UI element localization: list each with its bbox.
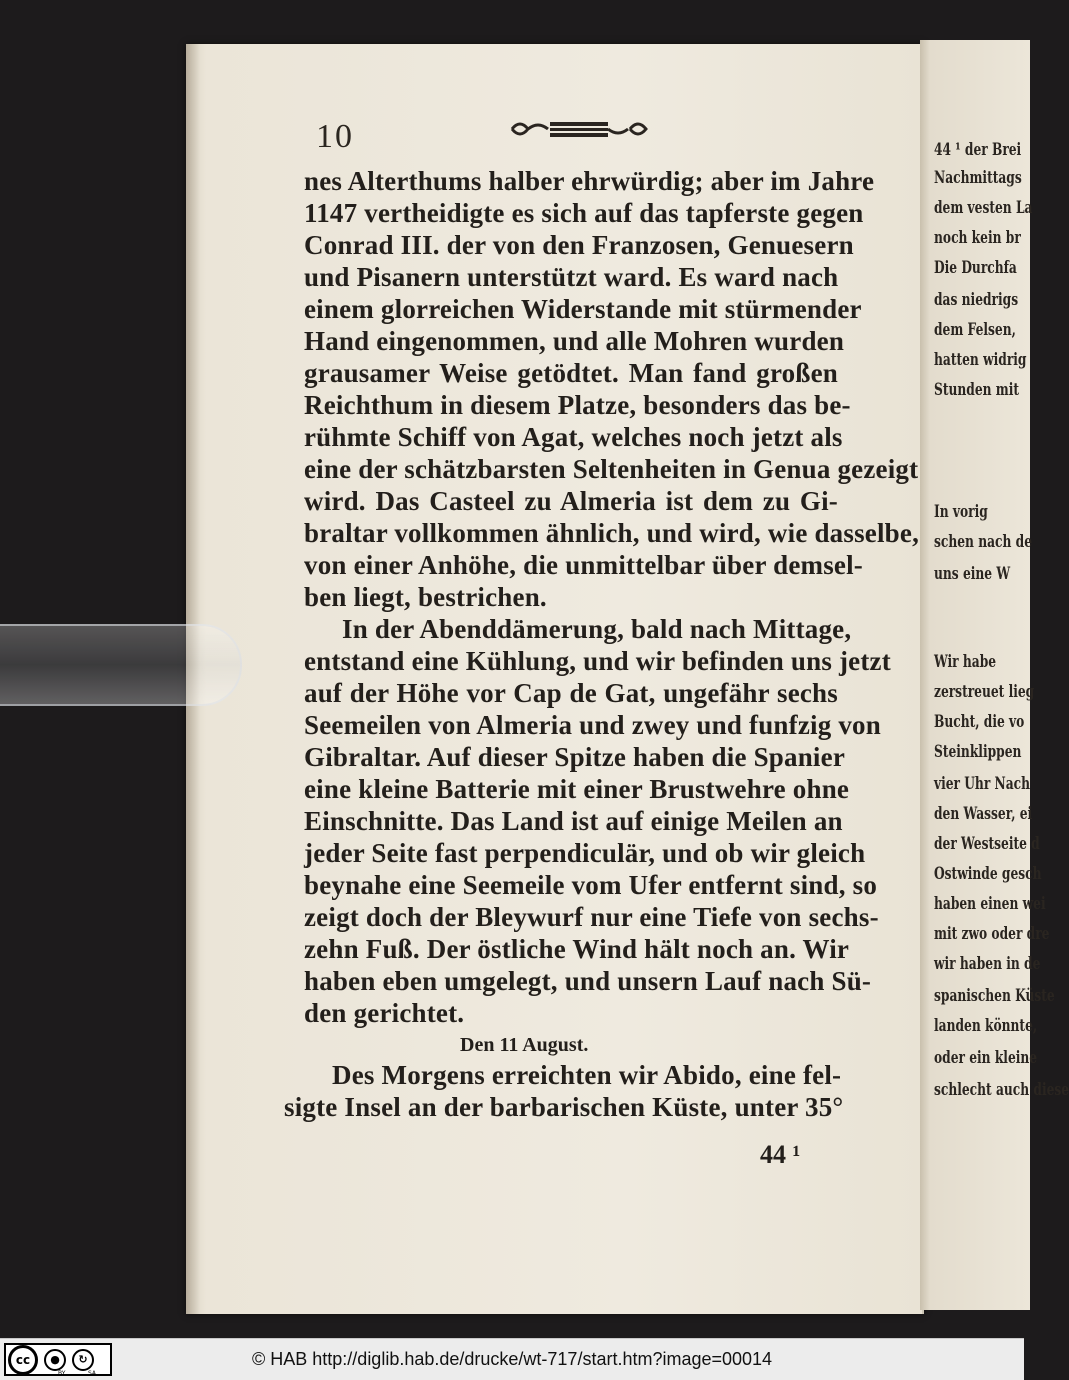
- next-page-line: noch kein br: [934, 228, 1021, 248]
- text-line: Reichthum in diesem Platze, besonders das be-: [304, 390, 851, 420]
- text-line: entstand eine Kühlung, und wir befinden uns jetzt: [304, 646, 891, 676]
- text-line: einem glorreichen Widerstande mit stürmender: [304, 294, 862, 324]
- next-page-line: schen nach de: [934, 532, 1032, 552]
- text-line: ben liegt, bestrichen.: [304, 582, 547, 612]
- text-line: Einschnitte. Das Land ist auf einige Meilen an: [304, 806, 843, 836]
- glass-clip: [0, 624, 242, 706]
- footer-bar: [0, 1338, 1024, 1380]
- catchword: 44 ¹: [760, 1140, 801, 1169]
- next-page-line: In vorig: [934, 502, 988, 522]
- by-icon: ●: [44, 1349, 66, 1371]
- next-page-line: haben einen wei: [934, 894, 1046, 914]
- cc-license-badge[interactable]: [4, 1343, 112, 1376]
- text-line: eine kleine Batterie mit einer Brustwehre ohne: [304, 774, 850, 804]
- text-line: In der Abenddämerung, bald nach Mittage,: [342, 614, 852, 644]
- text-line: zehn Fuß. Der östliche Wind hält noch an. Wir: [304, 934, 850, 964]
- text-line: sigte Insel an der barbarischen Küste, unter 35°: [284, 1092, 844, 1122]
- text-line: Conrad III. der von den Franzosen, Genuesern: [304, 230, 854, 260]
- footer-source-link[interactable]: © HAB http://diglib.hab.de/drucke/wt-717/start.htm?image=00014: [252, 1349, 773, 1369]
- next-page-line: uns eine W: [934, 564, 1011, 584]
- next-page-line: Die Durchfa: [934, 258, 1017, 278]
- next-page-line: der Westseite d: [934, 834, 1040, 854]
- sa-icon: ↻: [72, 1349, 94, 1371]
- text-line: jeder Seite fast perpendiculär, und ob wir gleich: [304, 838, 866, 868]
- text-line: Gibraltar. Auf dieser Spitze haben die Spanier: [304, 742, 845, 772]
- text-line: den gerichtet.: [304, 998, 465, 1028]
- text-line: rühmte Schiff von Agat, welches noch jetzt als: [304, 422, 843, 452]
- next-page-line: vier Uhr Nach: [934, 774, 1031, 794]
- text-line: von einer Anhöhe, die unmittelbar über demsel-: [304, 550, 863, 580]
- next-page-line: zerstreuet lieg: [934, 682, 1035, 702]
- next-page-line: wir haben in de: [934, 954, 1041, 974]
- next-page-line: dem vesten La: [934, 198, 1033, 218]
- text-line: braltar vollkommen ähnlich, und wird, wie dasselbe,: [304, 518, 920, 548]
- text-line: Des Morgens erreichten wir Abido, eine fel-: [332, 1060, 842, 1090]
- text-line: und Pisanern unterstützt ward. Es ward nach: [304, 262, 839, 292]
- text-line: Hand eingenommen, und alle Mohren wurden: [304, 326, 845, 356]
- text-line: eine der schätzbarsten Seltenheiten in Genua gezeigt: [304, 454, 919, 484]
- page-number: 10: [316, 118, 354, 155]
- next-page-line: Stunden mit: [934, 380, 1020, 400]
- next-page-line: den Wasser, ei: [934, 804, 1033, 824]
- ornament-icon: [508, 116, 650, 142]
- next-page-line: schlecht auch diese: [934, 1080, 1069, 1100]
- text-line: wird. Das Casteel zu Almeria ist dem zu Gi-: [304, 486, 838, 516]
- next-page-line: dem Felsen,: [934, 320, 1016, 340]
- next-page-line: das niedrigs: [934, 290, 1019, 310]
- text-line: nes Alterthums halber ehrwürdig; aber im Jahre: [304, 166, 875, 196]
- sa-label: SA: [88, 1370, 97, 1377]
- text-line: beynahe eine Seemeile vom Ufer entfernt sind, so: [304, 870, 878, 900]
- text-line: haben eben umgelegt, und unsern Lauf nach Sü-: [304, 966, 872, 996]
- cc-icon: cc: [8, 1345, 38, 1375]
- section-heading: Den 11 August.: [460, 1034, 589, 1056]
- text-line: grausamer Weise getödtet. Man fand großen: [304, 358, 838, 388]
- next-page-line: spanischen Küste: [934, 986, 1055, 1006]
- next-page-line: Wir habe: [934, 652, 997, 672]
- next-page-line: hatten widrig: [934, 350, 1027, 370]
- next-page-line: 44 ¹ der Brei: [934, 140, 1022, 160]
- by-label: BY: [58, 1370, 66, 1377]
- next-page-line: oder ein kleine: [934, 1048, 1038, 1068]
- next-page-line: mit zwo oder dre: [934, 924, 1050, 944]
- text-line: 1147 vertheidigte es sich auf das tapferste gegen: [304, 198, 864, 228]
- next-page-line: Nachmittags: [934, 168, 1022, 188]
- text-line: Seemeilen von Almeria und zwey und funfzig von: [304, 710, 881, 740]
- text-line: zeigt doch der Bleywurf nur eine Tiefe von sechs-: [304, 902, 879, 932]
- text-line: auf der Höhe vor Cap de Gat, ungefähr sechs: [304, 678, 838, 708]
- next-page-line: Ostwinde gesch: [934, 864, 1042, 884]
- next-page-line: Bucht, die vo: [934, 712, 1025, 732]
- next-page-line: Steinklippen: [934, 742, 1022, 762]
- next-page-line: landen könnte,: [934, 1016, 1038, 1036]
- next-page-edge: [920, 40, 1069, 1310]
